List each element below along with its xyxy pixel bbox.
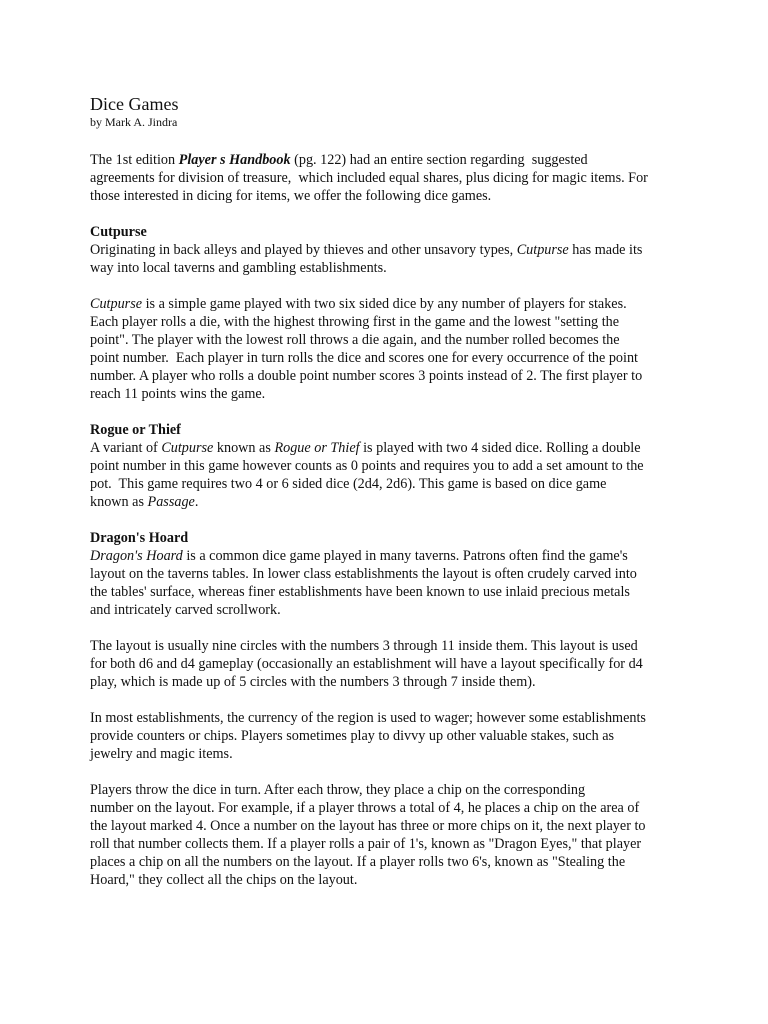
hoard-p1-line-3: the tables' surface, whereas finer establishments have been known to use inlaid precious metals — [90, 584, 630, 600]
cutpurse-p2-line-3: point". The player with the lowest roll throws a die again, and the number rolled becomes the — [90, 332, 620, 348]
hoard-paragraph-3 — [90, 709, 690, 763]
intro-line-2: agreements for division of treasure, which included equal shares, plus dicing for magic items. For — [90, 170, 648, 186]
rogue-line-2: point number in this game however counts as 0 points and requires you to add a set amount to the — [90, 458, 644, 474]
section-heading-cutpurse: Cutpurse — [90, 224, 147, 240]
hoard-p1-line-1: Dragon's Hoard is a common dice game played in many taverns. Patrons often find the game's — [90, 548, 628, 564]
intro-paragraph — [90, 151, 690, 205]
hoard-p3-line-1: In most establishments, the currency of the region is used to wager; however some establishments — [90, 710, 646, 726]
section-heading-dragons-hoard: Dragon's Hoard — [90, 530, 189, 546]
cutpurse-paragraph-1 — [90, 241, 690, 277]
hoard-p2-line-3: play, which is made up of 5 circles with the numbers 3 through 7 inside them). — [90, 674, 536, 690]
hoard-p3-line-3: jewelry and magic items. — [90, 746, 233, 762]
rogue-line-3: pot. This game requires two 4 or 6 sided dice (2d4, 2d6). This game is based on dice game — [90, 476, 607, 492]
hoard-p4-line-4: roll that number collects them. If a player rolls a pair of 1's, known as "Dragon Eyes," that player — [90, 836, 642, 852]
rogue-line-1: A variant of Cutpurse known as Rogue or Thief is played with two 4 sided dice. Rolling a double — [90, 440, 641, 456]
hoard-p2-line-2: for both d6 and d4 gameplay (occasionally an establishment will have a layout specifically for d4 — [90, 656, 643, 672]
document-page — [90, 94, 690, 907]
hoard-p1-line-4: and intricately carved scrollwork. — [90, 602, 281, 618]
cutpurse-p2-line-6: reach 11 points wins the game. — [90, 386, 266, 402]
hoard-paragraph-1 — [90, 547, 690, 619]
rogue-paragraph — [90, 439, 690, 511]
cutpurse-paragraph-2 — [90, 295, 690, 403]
cutpurse-p2-line-4: point number. Each player in turn rolls the dice and scores one for every occurrence of the point — [90, 350, 638, 366]
cutpurse-p2-line-1: Cutpurse is a simple game played with two six sided dice by any number of players for stakes. — [90, 296, 627, 312]
hoard-paragraph-2 — [90, 637, 690, 691]
intro-line-1: The 1st edition Player s Handbook (pg. 122) had an entire section regarding suggested — [90, 152, 588, 168]
document-title: Dice Games — [90, 94, 179, 114]
cutpurse-p2-line-2: Each player rolls a die, with the highest throwing first in the game and the lowest "setting the — [90, 314, 620, 330]
hoard-paragraph-4 — [90, 781, 690, 889]
hoard-p4-line-5: places a chip on all the numbers on the layout. If a player rolls two 6's, known as "Stealing the — [90, 854, 626, 870]
hoard-p4-line-6: Hoard," they collect all the chips on the layout. — [90, 872, 358, 888]
hoard-p4-line-2: number on the layout. For example, if a player throws a total of 4, he places a chip on the area of — [90, 800, 640, 816]
byline: by Mark A. Jindra — [90, 115, 178, 129]
hoard-p1-line-2: layout on the taverns tables. In lower class establishments the layout is often crudely carved into — [90, 566, 637, 582]
cutpurse-p2-line-5: number. A player who rolls a double point number scores 3 points instead of 2. The first player to — [90, 368, 643, 384]
hoard-p4-line-1: Players throw the dice in turn. After each throw, they place a chip on the corresponding — [90, 782, 586, 798]
players-handbook-title: Player s Handbook — [178, 152, 291, 168]
hoard-p2-line-1: The layout is usually nine circles with the numbers 3 through 11 inside them. This layout is used — [90, 638, 638, 654]
hoard-p4-line-3: the layout marked 4. Once a number on the layout has three or more chips on it, the next player to — [90, 818, 646, 834]
section-heading-rogue-or-thief: Rogue or Thief — [90, 422, 181, 438]
cutpurse-p1-line-1: Originating in back alleys and played by thieves and other unsavory types, Cutpurse has made its — [90, 242, 643, 258]
intro-line-3: those interested in dicing for items, we offer the following dice games. — [90, 188, 492, 204]
cutpurse-p1-line-2: way into local taverns and gambling establishments. — [90, 260, 387, 276]
hoard-p3-line-2: provide counters or chips. Players sometimes play to divvy up other valuable stakes, such as — [90, 728, 615, 744]
rogue-line-4: known as Passage. — [90, 494, 199, 510]
